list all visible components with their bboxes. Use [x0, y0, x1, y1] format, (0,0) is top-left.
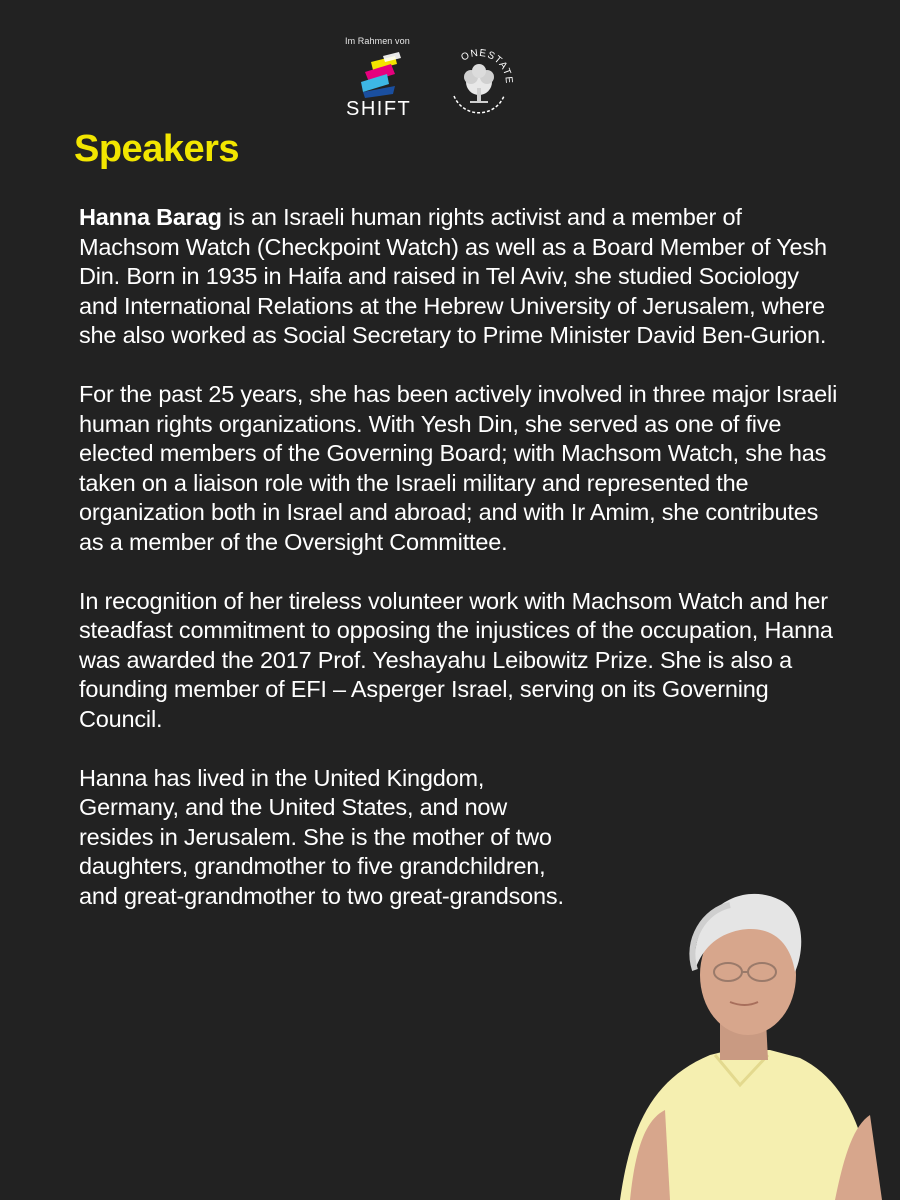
speaker-name: Hanna Barag [79, 204, 222, 230]
speaker-portrait-photo [590, 880, 900, 1200]
header-logos [0, 0, 900, 130]
onestate-logo [436, 40, 522, 126]
bio-paragraph-3: In recognition of her tireless volunteer work with Machsom Watch and her steadfast commitment to opposing the injustices of the occupation, Hanna was awarded the 2017 Prof. Yeshayahu Leibowitz Prize. She is also a founding member of EFI – Asperger Israel, serving on its Governing Council. [79, 587, 833, 732]
bio-paragraph-1-text: is an Israeli human rights activist and a member of Machsom Watch (Checkpoint Watch) as well as a Board Member of Yesh Din. Born in 1935 in Haifa and raised in Tel Aviv, she studied Sociology and International Relations at the Hebrew University of Jerusalem, where she also worked as Social Secretary to Prime Minister David Ben-Gurion. [79, 204, 827, 349]
shift-wordmark [346, 98, 411, 121]
context-label: Im Rahmen von [345, 36, 410, 46]
bio-paragraph-1 [79, 203, 839, 351]
speaker-bio [79, 203, 839, 940]
bio-paragraph-2: For the past 25 years, she has been actively involved in three major Israeli human rights organizations. With Yesh Din, she served as one of five elected members of the Governing Board; with Machsom Watch, she has taken on a liaison role with the Israeli military and represented the organization both in Israel and abroad; and with Ir Amim, she contributes as a member of the Oversight Committee. [79, 380, 838, 555]
bio-paragraph-4: Hanna has lived in the United Kingdom, Germany, and the United States, and now resides in Jerusalem. She is the mother of two daughters, grandmother to five grandchildren, and great-grandmother to two great-grandsons. [79, 764, 564, 909]
onestate-logo-text: ONESTATE [459, 47, 515, 85]
shift-logo-text: SHIFT [346, 98, 412, 120]
section-title: Speakers [74, 128, 240, 170]
